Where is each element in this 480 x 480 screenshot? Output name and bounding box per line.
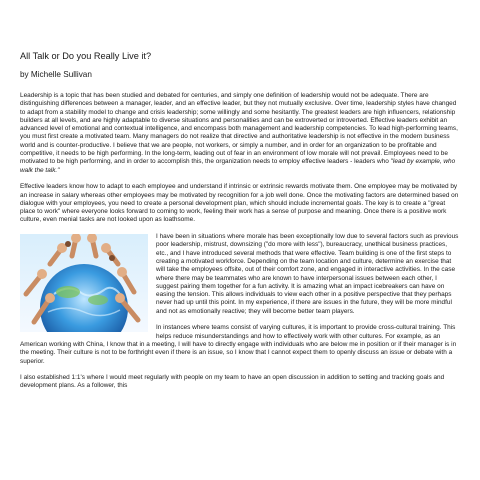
paragraph-1 <box>20 92 460 175</box>
paragraph-1-text: Leadership is a topic that has been studied and debated for centuries, and simply one definition of leadership would not be adequate. There are distinguishing differences between a manager, leader, and an effective leader, but they not mutually exclusive. Over time, leadership styles have changed to adapt from a stability model to change and crisis leadership; some willingly and some hesitantly. The greatest leaders are high influencers, relationship builders at all levels, and are highly adaptable to diverse situations and personalities and can be extroverted or introverted. Effective leaders exhibit an advanced level of emotional and contextual intelligence, and encompass both management and leadership competencies. To lead high-performing teams, you must first create a motivated team. Many managers do not realize that directive and authoritative leadership is not effective in the modern business world and is counter-productive. I believe that we are people, not workers, or simply a number, and in order for an organization to be profitable and competitive, it needs to be high performing. In the long-term, leading out of fear in an environment of low morale will not prevail. Employees need to be motivated to be high performing, and in order to accomplish this, the organization needs to employ effective leaders - leaders who <box>20 92 458 166</box>
emphasis-quote: "lead by example, who walk the talk." <box>20 158 456 174</box>
paragraph-3-text: I have been in situations where morale has been exceptionally low due to several factors such as previous poor leadership, mistrust, downsizing ("do more with less"), bureaucracy, unethical business practices, etc., and I have introduced several methods that were effective. Team building is one of the first steps to creating a motivated workforce. Depending on the team location and culture, determine an exercise that will take the employees offsite, out of their comfort zone, and engaged in interactive activities. In the case where there may be teammates who are known to have interpersonal issues between each other, I suggest pairing them together for a fun activity. It is amazing what an impact icebreakers can have on easing the tension. This allows individuals to view each other in a positive perspective that they perhaps never had up until this point. In my experience, if there are issues in the future, they will be more mindful and not as emotionally reactive; they will become better team players. <box>156 233 459 315</box>
paragraph-2: Effective leaders know how to adapt to each employee and understand if intrinsic or extrinsic rewards motivate them. One employee may be motivated by an increase in salary whereas other employees may be motivated by recognition for a job well done. Once the motivating factors are determined based on dialogue with your employees, you need to create a personal development plan, which should include incremental goals. The key is to create a "great place to work" where everyone looks forward to coming to work, feeling their work has a sense of purpose and meaning. Once there is a positive work culture, even menial tasks are not looked upon as loathsome. <box>20 183 459 224</box>
paragraph-4: In instances where teams consist of varying cultures, it is important to provide cross-cultural training. This helps reduce misunderstandings and how to effectively work with other cultures. For example, as an American working with China, I know that in a meeting, I will have to directly engage with individuals who are below me in position or if their manager is in the meeting. Their culture is not to be forthright even if there is an issue, so I know that I cannot expect them to openly discuss an issue or debate with a superior. <box>20 324 457 365</box>
article-page <box>20 0 460 480</box>
article-title: All Talk or Do you Really Live it? <box>20 51 152 61</box>
article-body <box>20 92 460 399</box>
article-byline: by Michelle Sullivan <box>20 70 92 79</box>
teamwork-globe-image <box>20 234 148 332</box>
paragraph-3 <box>20 233 460 316</box>
paragraph-5: I also established 1:1's where I would meet regularly with people on my team to have an open discussion in addition to setting and tracking goals and development plans. As a follower, this <box>20 374 445 390</box>
